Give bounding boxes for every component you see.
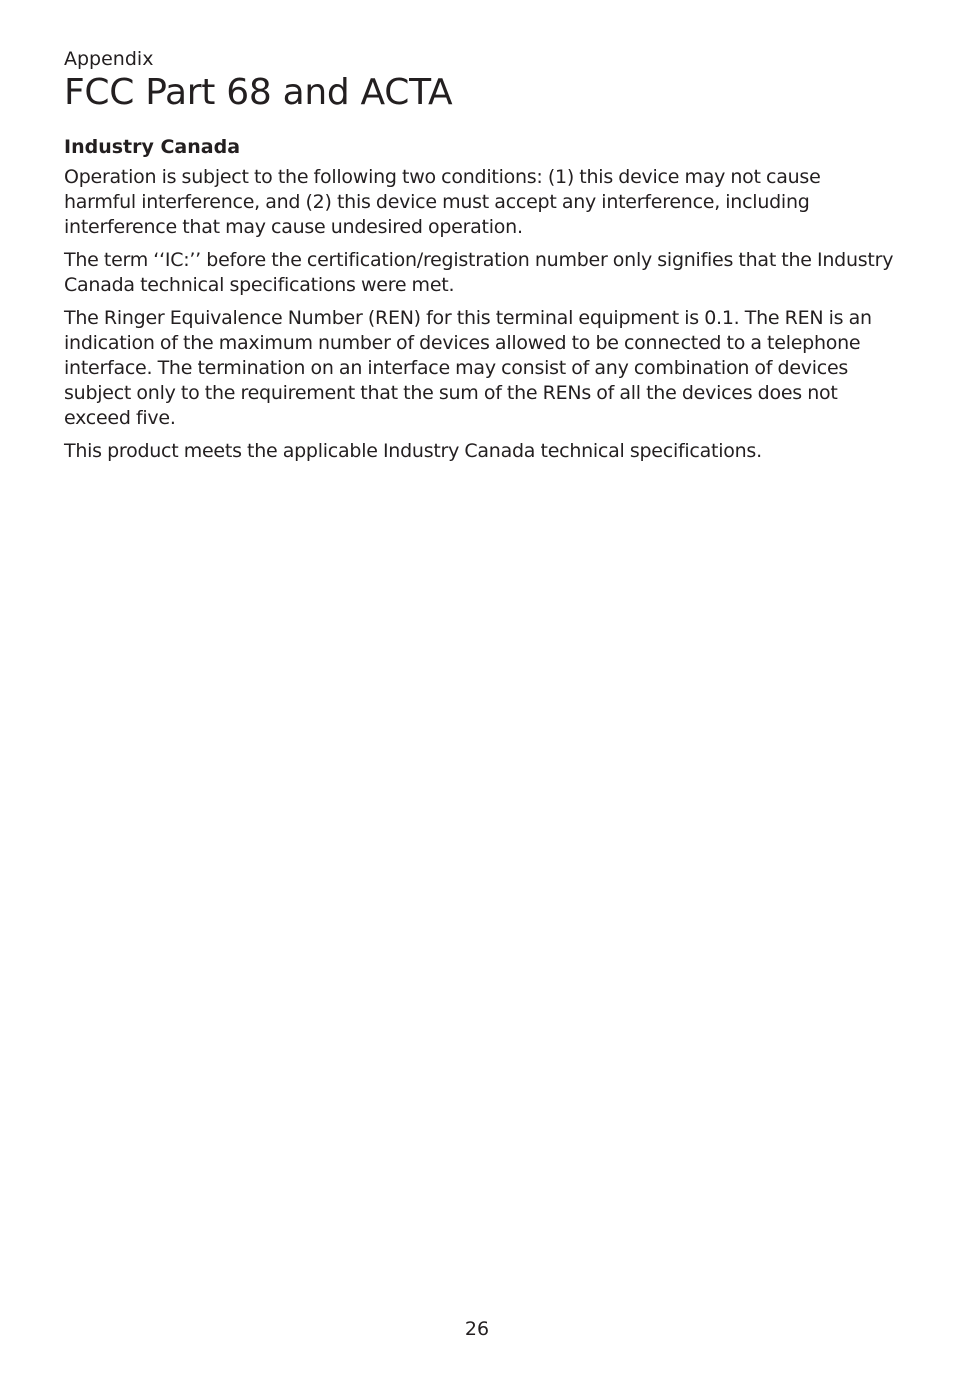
page-number: 26 [464,1318,490,1340]
section-label: Appendix [64,48,154,70]
page-title: FCC Part 68 and ACTA [64,72,453,113]
paragraph-ic-term: The term ‘‘IC:’’ before the certification/registration number only signifies that the Industry Canada technical specifications were met. [64,249,894,296]
page-content [64,46,894,472]
paragraph-specifications: This product meets the applicable Industry Canada technical specifications. [64,440,762,462]
paragraph-operation-conditions: Operation is subject to the following two conditions: (1) this device may not cause harmful interference, and (2) this device must accept any interference, including interference that may cause undesired operation. [64,166,821,238]
paragraph-ren: The Ringer Equivalence Number (REN) for this terminal equipment is 0.1. The REN is an indication of the maximum number of devices allowed to be connected to a telephone interface. The termination on an interface may consist of any combination of devices subject only to the requirement that the sum of the RENs of all the devices does not exceed five. [64,307,872,429]
section-heading: Industry Canada [64,136,241,158]
